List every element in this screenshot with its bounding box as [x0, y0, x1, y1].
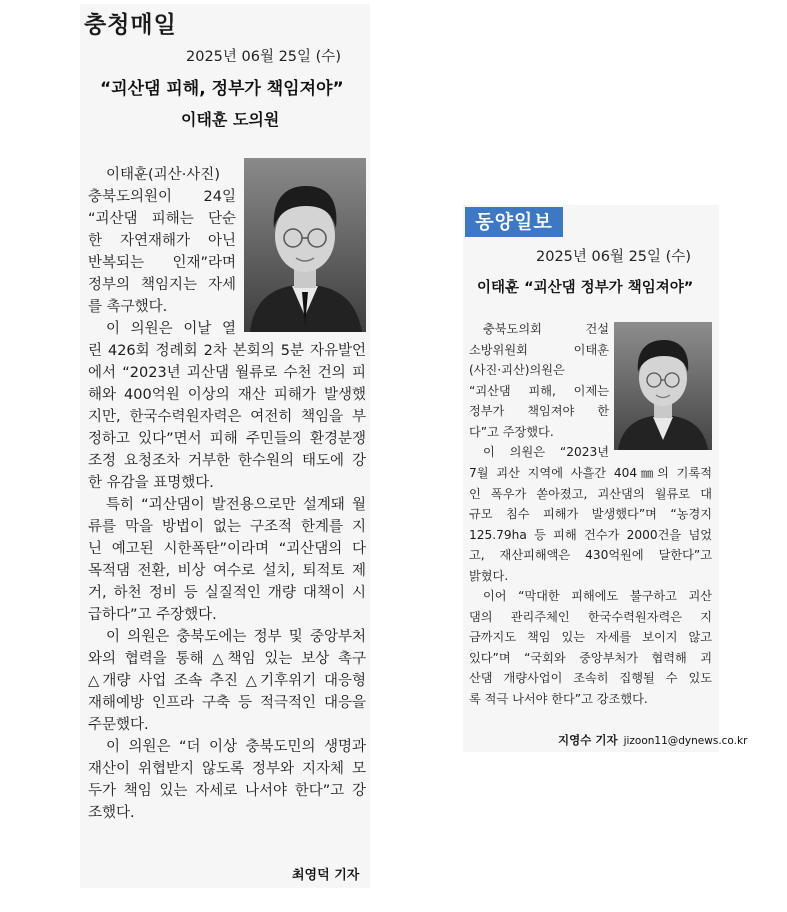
body-line: 목적댐 전환, 비상 여수로 설치, 퇴적토 제 [88, 563, 366, 579]
body-line: 조했다. [88, 805, 135, 821]
body-line: 주문했다. [88, 717, 149, 733]
body-line: 반복되는 인재”라며 [88, 255, 236, 271]
article-body-wide [88, 340, 366, 824]
article-subhead: 이태훈 도의원 [181, 110, 280, 129]
body-line: 밝혔다. [469, 568, 509, 583]
councilor-portrait-photo [614, 322, 712, 450]
body-line: 정부가 책임져야 한 [469, 404, 609, 418]
body-line: “괴산댐 피해, 이제는 [469, 383, 609, 398]
body-line: 급하다”고 주장했다. [88, 607, 217, 623]
body-line: 재산이 위협받지 않도록 정부와 지자체 모 [88, 761, 366, 777]
body-line: 한 유감을 표명했다. [88, 475, 214, 491]
body-line: 7월 괴산 지역에 사흘간 404㎜의 기록적 [469, 466, 712, 480]
body-line: 이 의원은 이날 열 [106, 321, 236, 337]
body-line: 이태훈(괴산·사진) [106, 167, 220, 183]
body-line: 고, 재산피해액은 430억원에 달한다”고 [469, 548, 712, 562]
body-line: 산댐 개량사업이 조속히 집행될 수 있도 [469, 671, 712, 685]
body-line: 이어 “막대한 피해에도 불구하고 괴산 [483, 589, 712, 603]
reporter-byline [558, 732, 747, 748]
body-line: 류를 막을 방법이 없는 구조적 한계를 지 [88, 519, 366, 535]
body-line: 록 적극 나서야 한다”고 강조했다. [469, 691, 648, 706]
article-body-wide [469, 463, 712, 709]
body-line: 충북도의원이 24일 [88, 189, 236, 205]
body-line: 이 의원은 “2023년 [483, 445, 609, 459]
body-line: 이 의원은 충북도에는 정부 및 중앙부처 [106, 629, 366, 645]
reporter-email: jizoon11@dynews.co.kr [623, 735, 748, 747]
body-line: 인 폭우가 쏟아졌고, 괴산댐의 월류로 대 [469, 486, 712, 501]
publish-date: 2025년 06월 25일 (수) [536, 249, 691, 265]
body-line: 특히 “괴산댐이 발전용으로만 설계돼 월 [106, 497, 366, 513]
body-line: 두가 책임 있는 자세로 나서야 한다”고 강 [88, 783, 366, 799]
body-line: 해와 400억원 이상의 재산 피해가 발생했 [88, 387, 366, 403]
body-line: 지만, 한국수력원자력은 여전히 책임을 부 [88, 409, 366, 425]
body-line: 정하고 있다”면서 피해 주민들의 환경분쟁 [88, 431, 366, 447]
body-line: 댐의 관리주체인 한국수력원자력은 지 [469, 609, 712, 624]
body-line: 와의 협력을 통해 △책임 있는 보상 촉구 [88, 651, 366, 667]
article-body-narrow [88, 164, 236, 340]
body-line: 금까지도 책임 있는 자세를 보이지 않고 [469, 630, 712, 644]
body-line: 닌 예고된 시한폭탄”이라며 “괴산댐의 다 [88, 541, 366, 557]
body-line: 있다”며 “국회와 중앙부처가 협력해 괴 [469, 650, 712, 665]
article-headline: 이태훈 “괴산댐 정부가 책임져야” [477, 280, 694, 296]
body-line: 재해예방 인프라 구축 등 적극적인 대응을 [88, 695, 366, 711]
body-line: △개량 사업 조속 추진 △기후위기 대응형 [88, 673, 366, 689]
portrait-illustration [614, 322, 712, 450]
newspaper-masthead: 동양일보 [465, 207, 563, 237]
body-line: “괴산댐 피해는 단순 [88, 211, 236, 227]
body-line: 이 의원은 “더 이상 충북도민의 생명과 [106, 739, 366, 755]
news-clipping-chungcheong [80, 4, 370, 888]
reporter-name: 지영수 기자 [558, 733, 618, 747]
reporter-byline: 최영덕 기자 [292, 868, 360, 883]
body-line: 린 426회 정례회 2차 본회의 5분 자유발언 [88, 343, 366, 359]
councilor-portrait-photo [244, 158, 366, 332]
body-line: (사진·괴산)의원은 [469, 363, 565, 377]
body-line: 를 촉구했다. [88, 299, 168, 315]
body-line: 거, 하천 정비 등 실질적인 개량 대책이 시 [88, 585, 366, 601]
body-line: 규모 침수 피해가 발생했다”며 “농경지 [469, 507, 712, 521]
body-line: 다”고 주장했다. [469, 424, 554, 439]
body-line: 한 자연재해가 아닌 [88, 233, 236, 249]
portrait-illustration [244, 158, 366, 332]
body-line: 소방위원회 이태훈 [469, 342, 609, 357]
news-clipping-dongyang [463, 205, 748, 752]
article-body-narrow [469, 319, 609, 463]
body-line: 정부의 책임지는 자세 [88, 277, 236, 293]
body-line: 조정 요청조차 거부한 한수원의 태도에 강 [88, 453, 366, 469]
article-headline: “괴산댐 피해, 정부가 책임져야” [100, 79, 344, 99]
newspaper-masthead: 충청매일 [84, 12, 177, 38]
publish-date: 2025년 06월 25일 (수) [186, 49, 341, 65]
body-line: 에서 “2023년 괴산댐 월류로 수천 건의 피 [88, 365, 366, 381]
body-line: 125.79ha 등 피해 건수가 2000건을 넘었 [469, 527, 712, 542]
body-line: 충북도의회 건설 [483, 322, 609, 336]
